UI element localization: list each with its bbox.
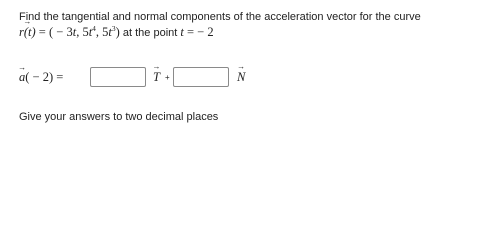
acceleration-label — [19, 70, 63, 85]
t-variable: t — [180, 25, 184, 39]
t-value: = − 2 — [183, 25, 214, 39]
normal-component-input[interactable] — [173, 67, 229, 87]
hint-text: Give your answers to two decimal places — [19, 111, 219, 123]
curve-vector: ( − 3t, $5t^4$, $5t^3$) — [48, 24, 120, 39]
a-argument: ( − 2) = — [25, 70, 64, 84]
curve-definition — [19, 25, 214, 40]
t-unit-vector-symbol: → T — [153, 70, 160, 85]
plus-sign: + — [165, 73, 170, 82]
n-unit-vector-symbol: → N — [237, 70, 245, 85]
question-text: Find the tangential and normal components of the acceleration vector for the curve — [19, 11, 421, 23]
r-vector-symbol: → r(t) — [19, 25, 36, 40]
at-point-text: at the point — [119, 27, 181, 39]
a-vector-symbol: → a — [19, 70, 25, 85]
equals-sign: = — [35, 25, 49, 39]
tangential-component-input[interactable] — [90, 67, 146, 87]
